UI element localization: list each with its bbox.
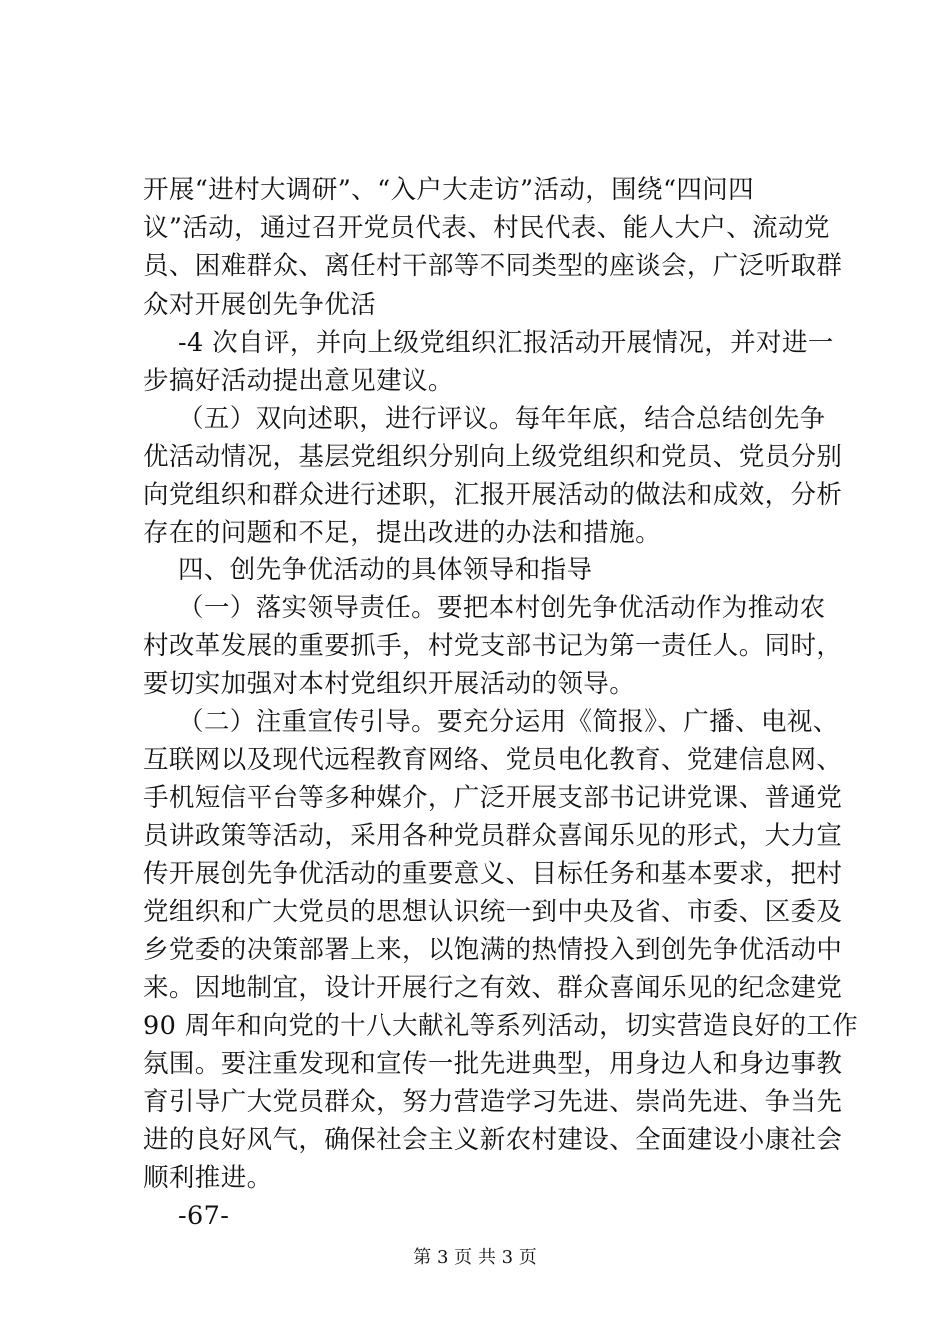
text-line: 步搞好活动提出意见建议。 (143, 366, 454, 396)
text-line: 员讲政策等活动，采用各种党员群众喜闻乐见的形式，大力宣 (143, 821, 843, 851)
text-line: 议”活动，通过召开党员代表、村民代表、能人大户、流动党 (143, 213, 830, 243)
text-line: 90 周年和向党的十八大献礼等系列活动，切实营造良好的工作 (143, 1011, 859, 1041)
text-line: -4 次自评，并向上级党组织汇报活动开展情况，并对进一 (178, 328, 834, 358)
text-line: 育引导广大党员群众，努力营造学习先进、崇尚先进、争当先 (143, 1087, 843, 1117)
text-line: 来。因地制宜，设计开展行之有效、群众喜闻乐见的纪念建党 (143, 973, 843, 1003)
text-line: 存在的问题和不足，提出改进的办法和措施。 (143, 518, 662, 548)
section-heading: 四、创先争优活动的具体领导和指导 (178, 555, 593, 585)
text-line: （一）落实领导责任。要把本村创先争优活动作为推动农 (178, 593, 826, 623)
inline-page-number: -67- (178, 1201, 230, 1231)
text-line: 向党组织和群众进行述职，汇报开展活动的做法和成效，分析 (143, 480, 843, 510)
text-line: 党组织和广大党员的思想认识统一到中央及省、市委、区委及 (143, 897, 843, 927)
text-line: 进的良好风气，确保社会主义新农村建设、全面建设小康社会 (143, 1125, 843, 1155)
text-line: 手机短信平台等多种媒介，广泛开展支部书记讲党课、普通党 (143, 783, 843, 813)
text-line: 要切实加强对本村党组织开展活动的领导。 (143, 669, 636, 699)
text-line: 开展“进村大调研”、“入户大走访”活动，围绕“四问四 (143, 175, 755, 205)
text-line: 互联网以及现代远程教育网络、党员电化教育、党建信息网、 (143, 745, 843, 775)
text-line: 众对开展创先争优活 (143, 290, 377, 320)
text-line: 乡党委的决策部署上来，以饱满的热情投入到创先争优活动中 (143, 935, 843, 965)
text-line: （二）注重宣传引导。要充分运用《简报》、广播、电视、 (178, 707, 839, 737)
text-line: 优活动情况，基层党组织分别向上级党组织和党员、党员分别 (143, 442, 843, 472)
text-line: 顺利推进。 (143, 1163, 273, 1193)
text-line: 员、困难群众、离任村干部等不同类型的座谈会，广泛听取群 (143, 251, 843, 281)
text-line: 氛围。要注重发现和宣传一批先进典型，用身边人和身边事教 (143, 1049, 843, 1079)
text-line: 村改革发展的重要抓手，村党支部书记为第一责任人。同时， (143, 631, 843, 661)
text-line: 传开展创先争优活动的重要意义、目标任务和基本要求，把村 (143, 859, 843, 889)
text-line: （五）双向述职，进行评议。每年年底，结合总结创先争 (178, 404, 826, 434)
page-footer: 第 3 页 共 3 页 (413, 1247, 537, 1268)
